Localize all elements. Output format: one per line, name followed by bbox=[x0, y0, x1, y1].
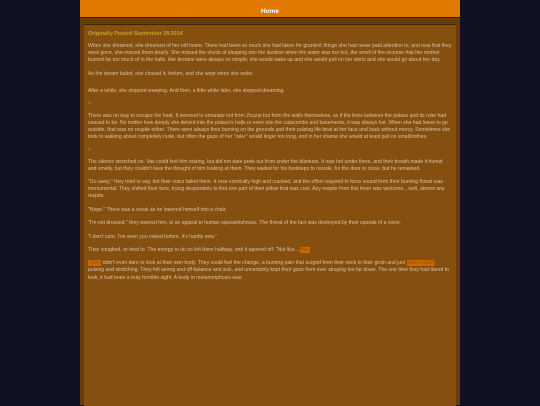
post-paragraph: The silence stretched on. Vas could feel him staring, but did not dare peek out from under the blankets. It was hot under there, and their breath made it humid and smelly, but they couldn't bear the thought of him looking at them. They waited for his footsteps to recede, for the door to close, but he remained. bbox=[88, 158, 443, 172]
post-paragraph-text: didn't even dare to look at their own body. They could feel the change, a burning pain that surged from their neck to their groin and just bbox=[102, 260, 406, 267]
post-date: Originally Posted September 28 2014 bbox=[88, 31, 183, 37]
highlighted-word: They bbox=[89, 260, 101, 267]
post-paragraph bbox=[88, 247, 452, 254]
post-paragraph: As the dream faded, she chased it, forlorn, and she wept when she woke. bbox=[88, 70, 254, 77]
post-paragraph: When she dreamed, she dreamed of her old home. There had been so much she had taken for granted; things she had never paid attention to, and now that they were gone, she missed them dearly. She missed the shock of stepping into the lavation when the water was too hot, the smell of the incense that her mother burned far too much of in the halls. Her dreams were always so simple; she would wake up and she would pull on her skirts and she would go about her day. bbox=[88, 43, 452, 64]
post-paragraph: "Go away," they tried to say, but their voice failed them. It rose comically high and cracked, and the effort required to force sound from their burning throat was monumental. They shifted their face, trying desperately to find one part of their pillow that was cool. Any respite from this fever was welcome…well, almost any respite. bbox=[88, 179, 445, 200]
section-divider: ~ bbox=[88, 101, 91, 108]
post-paragraph-text: , pulsing and stretching. They felt wrong and off-balance and sick, and uncertainly kept their gaze from ever straying too far down. The one time they had dared to look, it had been a truly horrible sight. A body in metamorphosis was bbox=[88, 260, 450, 281]
post-paragraph-text: They coughed, or tried to. The energy to do so left them halfway, and it tapered off. "Not like… bbox=[88, 246, 300, 253]
post-paragraph: After a while, she stopped weeping. And then, a little while later, she stopped dreaming. bbox=[88, 87, 285, 94]
page-container bbox=[80, 0, 460, 405]
post-paragraph: "I'm not dressed," they warned him, in an appeal to human squeamishness. The threat of the fact was destroyed by their squeak of a voice. bbox=[88, 220, 402, 227]
post-paragraph: "I don't care. I've seen you naked before. It's hardly new." bbox=[88, 233, 217, 240]
post-paragraph: "Nope." There was a creak as he lowered himself into a chair. bbox=[88, 206, 227, 213]
post-paragraph: There was no way to escape the heat. It seemed to emanate not from Zouzai but from the walls themselves, as if the lines between the palace and its ruler had ceased to be. No matter how deeply she delved into the palace's halls or even into the catacombs and basements, it was always hot. When she had leave to go outside, that was no respite either. There were always fires burning on the grounds and their pulsing life beat at her face and back without mercy. Sometimes she took to walking about completely nude, but often the gaze of her "ruler" would linger too long, and in her shame she would at least pull on smallclothes. bbox=[88, 112, 451, 140]
highlighted-word: underneath bbox=[407, 260, 434, 267]
post-panel bbox=[84, 24, 456, 406]
section-divider: ~ bbox=[88, 147, 91, 154]
post-content bbox=[84, 25, 456, 282]
nav-home-link[interactable]: Home bbox=[260, 8, 280, 15]
post-paragraph bbox=[88, 260, 452, 281]
top-navbar bbox=[80, 0, 460, 18]
highlighted-word: this bbox=[300, 246, 309, 253]
